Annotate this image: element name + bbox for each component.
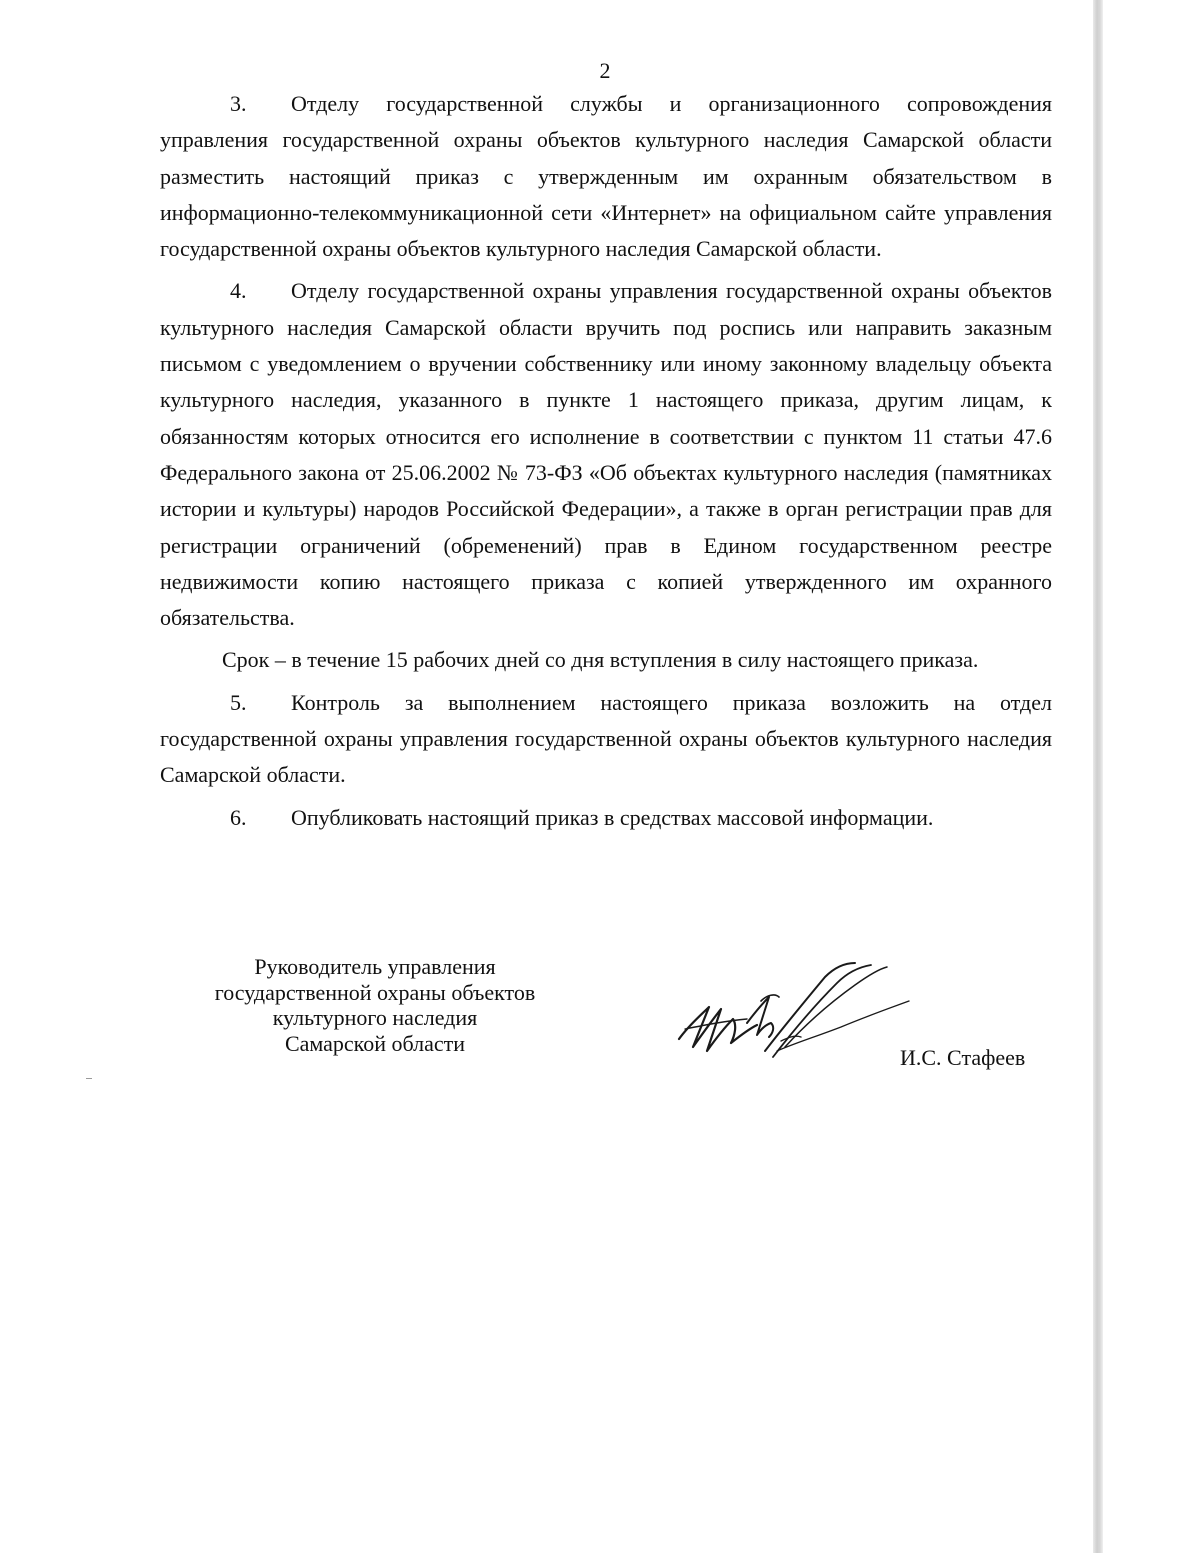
paragraph-number: 4. [230,278,247,304]
paragraph-number: 5. [230,689,247,715]
position-line: Руководитель управления [254,954,496,979]
position-line: культурного наследия [272,1005,478,1030]
paragraph-3 [160,86,1052,267]
paragraph-4 [160,273,1052,636]
signatory-position [185,954,565,1056]
page-number: 2 [599,58,611,83]
paragraph-number: 3. [230,91,247,116]
paragraph-text: Отделу государственной охраны управления государственной охраны объектов культурного наследия Самарской области вручить под роспись или направить заказным письмом с уведомлением о вручении собственнику или иному законному владельцу объекта культурного наследия, указанного в пункте 1 настоящего приказа, другим лицам, к обязанностям которых относится его исполнение в соответствии с пунктом 11 статьи 47.6 Федерального закона от 25.06.2002 № 73-ФЗ «Об объектах культурного наследия (памятниках истории и культуры) народов Российской Федерации», а также в орган регистрации прав для регистрации ограничений (обременений) прав в Едином государственном реестре недвижимости копию настоящего приказа с копией утвержденного им охранного обязательства. [160,278,1052,631]
scan-edge-shadow [1093,0,1103,1553]
paragraph-6 [160,800,1052,836]
paragraph-number: 6. [230,804,247,830]
position-line: Самарской области [284,1030,466,1056]
position-line: государственной охраны объектов [214,979,536,1005]
handwritten-signature-icon [665,955,915,1085]
scan-speck [86,1078,92,1079]
document-body [160,86,1052,842]
paragraph-text: Срок – в течение 15 рабочих дней со дня вступления в силу настоящего приказа. [222,647,979,673]
paragraph-text: Отделу государственной службы и организационного сопровождения управления государственной охраны объектов культурного наследия Самарской области разместить настоящий приказ с утвержденным им охранным обязательством в информационно-телекоммуникационной сети «Интернет» на официальном сайте управления государственной охраны объектов культурного наследия Самарской области. [160,91,1052,262]
paragraph-text: Опубликовать настоящий приказ в средствах массовой информации. [291,804,934,830]
deadline-paragraph [160,642,1052,678]
signer-name: И.С. Стафеев [900,1045,1026,1070]
paragraph-text: Контроль за выполнением настоящего приказа возложить на отдел государственной охраны управления государственной охраны объектов культурного наследия Самарской области. [160,689,1052,788]
paragraph-5 [160,685,1052,794]
